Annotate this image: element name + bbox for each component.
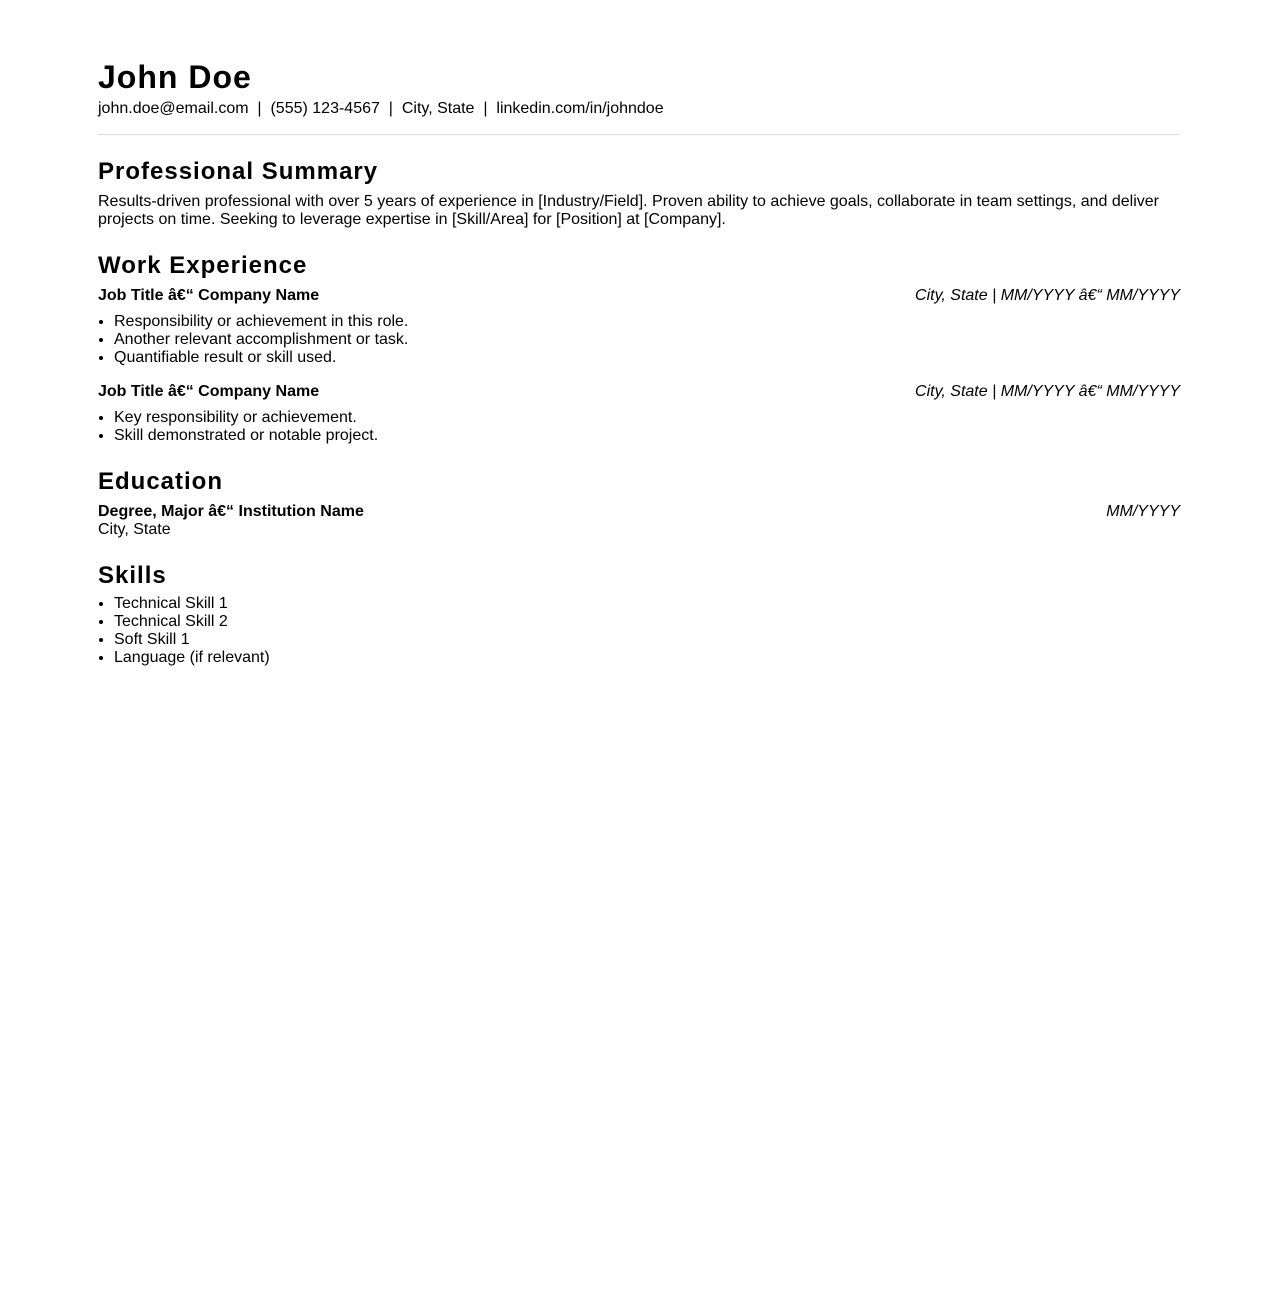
job-bullet: • Skill demonstrated or notable project. xyxy=(114,427,1180,445)
summary-text: Results-driven professional with over 5 years of experience in [Industry/Field]. Proven ability to achieve goals, collaborate in team settings, and deliver projects on time. Seeking to leverage expertise in [Skill/Area] for [Position] at [Company]. xyxy=(98,193,1159,228)
education-date: MM/YYYY xyxy=(1106,503,1180,520)
job-entry xyxy=(98,287,1180,367)
education-heading: Education xyxy=(98,468,224,495)
skill-item: • Language (if relevant) xyxy=(114,649,1180,667)
skill-item: • Technical Skill 1 xyxy=(114,595,1180,613)
job-location-dates: City, State | MM/YYYY â€“ MM/YYYY xyxy=(915,383,1180,400)
job-title: Job Title â€“ Company Name xyxy=(98,383,320,400)
job-bullet: • Another relevant accomplishment or task. xyxy=(114,331,1180,349)
work-experience-section xyxy=(98,251,1180,445)
job-bullets xyxy=(98,313,1180,367)
job-header xyxy=(98,287,1180,305)
education-header xyxy=(98,503,1180,521)
education-location: City, State xyxy=(98,521,171,538)
skill-item: • Soft Skill 1 xyxy=(114,631,1180,649)
header-divider xyxy=(98,134,1180,135)
job-bullet: • Quantifiable result or skill used. xyxy=(114,349,1180,367)
education-section xyxy=(98,467,1180,539)
summary-heading: Professional Summary xyxy=(98,158,379,185)
job-location-dates: City, State | MM/YYYY â€“ MM/YYYY xyxy=(915,287,1180,304)
skills-list xyxy=(98,595,1180,667)
job-bullet: • Key responsibility or achievement. xyxy=(114,409,1180,427)
contact-line: john.doe@email.com | (555) 123-4567 | City, State | linkedin.com/in/johndoe xyxy=(98,100,664,117)
degree-institution: Degree, Major â€“ Institution Name xyxy=(98,503,364,520)
resume-page xyxy=(98,0,1180,667)
summary-section xyxy=(98,157,1180,229)
job-bullets xyxy=(98,409,1180,445)
work-experience-heading: Work Experience xyxy=(98,252,308,279)
skills-section xyxy=(98,561,1180,667)
skills-heading: Skills xyxy=(98,562,167,589)
job-bullet: • Responsibility or achievement in this role. xyxy=(114,313,1180,331)
job-header xyxy=(98,383,1180,401)
education-entry xyxy=(98,503,1180,539)
job-title: Job Title â€“ Company Name xyxy=(98,287,320,304)
job-entry xyxy=(98,383,1180,445)
applicant-name: John Doe xyxy=(98,59,252,95)
skill-item: • Technical Skill 2 xyxy=(114,613,1180,631)
